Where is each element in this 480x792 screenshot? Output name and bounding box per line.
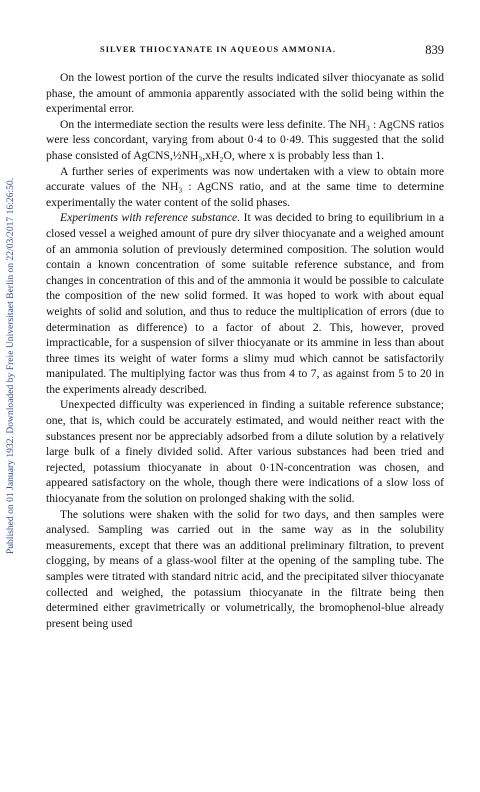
paragraph-text: The solutions were shaken with the solid for two days, and then samples were analysed. Sampling was carried out in the same way as in the solubility measurements, except that there was an additional preliminary filtration, to prevent clogging, by means of a glass-wool filter at the opening of the sampling tube. The samples were titrated with standard nitric acid, and the precipitated silver thiocyanate collected and weighed, the potassium thiocyanate in the filtrate being then determined either gravimetrically or volumetrically, the bromophenol-blue already present being used [46,507,444,630]
paragraph-text: A further series of experiments was now undertaken with a view to obtain more accurate values of the NH₃ : AgCNS ratio, and at the same time to determine experimentally the water content of the solid phases. [46,164,444,209]
paragraph [46,164,444,211]
article-body [46,70,444,631]
page-header [46,44,444,60]
section-lead-heading: Experiments with reference substance. [60,211,241,225]
running-title: SILVER THIOCYANATE IN AQUEOUS AMMONIA. [100,45,337,54]
paragraph [46,397,444,506]
paragraph-text: It was decided to bring to equilibrium in a closed vessel a weighed amount of pure dry silver thiocyanate and a weighed amount of an ammonia solution of previously determined composition. The solution would contain a known concentration of some suitable reference substance, and from changes in concentration of this and of the ammonia it would be possible to calculate the composition of the new solid formed. It was hoped to work with about equal weights of solid and solution, and thus to reduce the multiplication of errors (due to determination as difference) to a factor of about 2. This, however, proved impracticable, for a suspension of silver thiocyanate or its ammine in less than about three times its weight of water forms a slimy mud which cannot be satisfactorily manipulated. The multiplying factor was thus from 4 to 7, as against from 5 to 20 in the experiments already described. [46,211,444,396]
side-download-notice [2,66,18,666]
paragraph [46,210,444,397]
paragraph [46,117,444,164]
paragraph-text: Unexpected difficulty was experienced in finding a suitable reference substance; one, that is, which could be accurately estimated, and would neither react with the substances present nor be appreciably adsorbed from a dilute solution by a relatively large bulk of a finely divided solid. After various substances had been tried and rejected, potassium thiocyanate in about 0·1N-concentration was chosen, and appeared satisfactory on the whole, though there were indications of a slow loss of thiocyanate from the solution on prolonged shaking with the solid. [46,398,444,506]
side-download-notice-text: Published on 01 January 1932. Downloaded by Freie Universitaet Berlin on 22/03/2017 16:26:50. [5,177,16,555]
paragraph [46,70,444,117]
page-number: 839 [425,43,444,57]
paragraph [46,507,444,632]
paragraph-text: On the intermediate section the results were less definite. The NH₃ : AgCNS ratios were less concordant, varying from about 0·4 to 0·49. This suggested that the solid phase consisted of AgCNS,½NH₃,xH₂O, where x is probably less than 1. [46,117,444,162]
paragraph-text: On the lowest portion of the curve the results indicated silver thiocyanate as solid phase, the amount of ammonia apparently associated with the solid being within the experimental error. [46,71,444,116]
